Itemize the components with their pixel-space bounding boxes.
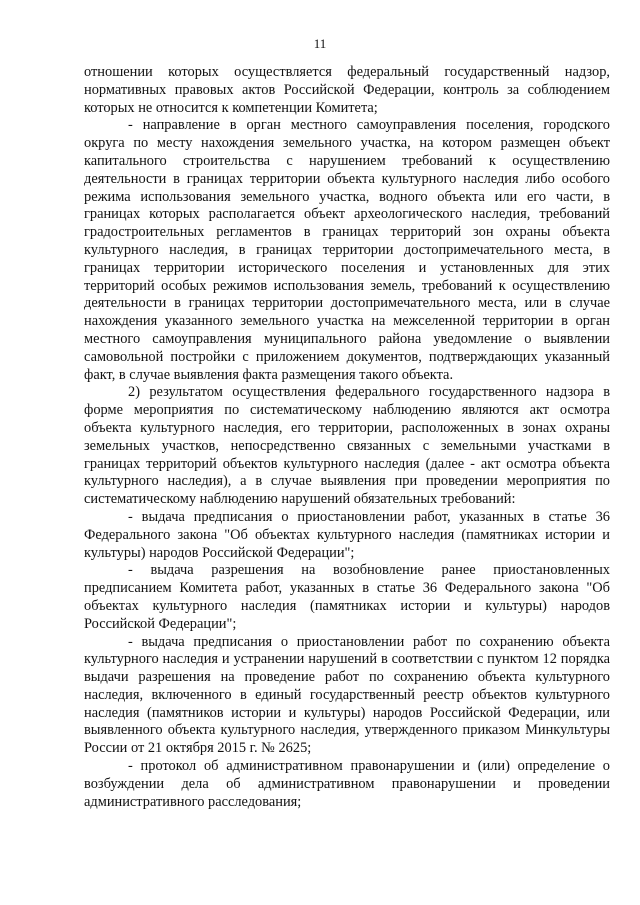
paragraph-suspension-order: - выдача предписания о приостановлении работ, указанных в статье 36 Федерального закона "Об объектах культурного наследия (памятниках истории и культуры) народов Российской Федерации"; xyxy=(84,508,610,561)
paragraph-resumption-permit: - выдача разрешения на возобновление ранее приостановленных предписанием Комитета работ, указанных в статье 36 Федерального закона "Об объектах культурного наследия (памятниках истории и культуры) народов Российской Федерации"; xyxy=(84,562,610,632)
paragraph-notification-unauthorized-building: - направление в орган местного самоуправления поселения, городского округа по месту нахождения земельного участка, на котором размещен объект капитального строительства с нарушением требований к осуществлению деятельности в границах территории объекта культурного наследия либо особого режима использования земельного участка, водного объекта или его части, в границах которых располагается объект археологического наследия, требований градостроительных регламентов в границах территорий зон охраны объекта культурного наследия, в границах территории достопримечательного места, в границах территории исторического поселения и установленных для этих территорий особых режимов использования земель, требований к осуществлению деятельности в границах территории достопримечательного места, или в случае нахождения указанного земельного участка на межселенной территории в орган местного самоуправления муниципального района уведомление о выявлении самовольной постройки с приложением документов, подтверждающих указанный факт, в случае выявления факта размещения такого объекта. xyxy=(84,117,610,383)
paragraph-administrative-protocol: - протокол об административном правонарушении и (или) определение о возбуждении дела об административном правонарушении и проведении административного расследования; xyxy=(84,758,610,810)
document-body xyxy=(84,64,610,811)
page-number: 11 xyxy=(313,36,327,51)
paragraph-continuation: отношении которых осуществляется федеральный государственный надзор, нормативных правовых актов Российской Федерации, контроль за соблюдением которых не относится к компетенции Комитета; xyxy=(84,64,610,116)
paragraph-systematic-observation-result: 2) результатом осуществления федерального государственного надзора в форме мероприятия по систематическому наблюдению являются акт осмотра объекта культурного наследия, его территории, расположенных в зонах охраны земельных участков, непосредственно связанных с земельными участками в границах территорий объектов культурного наследия (далее - акт осмотра объекта культурного наследия), а в случае выявления при проведении мероприятия по систематическому наблюдению нарушений обязательных требований: xyxy=(84,384,610,508)
paragraph-preservation-works-suspension: - выдача предписания о приостановлении работ по сохранению объекта культурного наследия и устранении нарушений в соответствии с пунктом 12 порядка выдачи разрешения на проведение работ по сохранению объекта культурного наследия, включенного в единый государственный реестр объектов культурного наследия (памятников истории и культуры) народов Российской Федерации, или выявленного объекта культурного наследия, утвержденного приказом Минкультуры России от 21 октября 2015 г. № 2625; xyxy=(84,633,610,757)
